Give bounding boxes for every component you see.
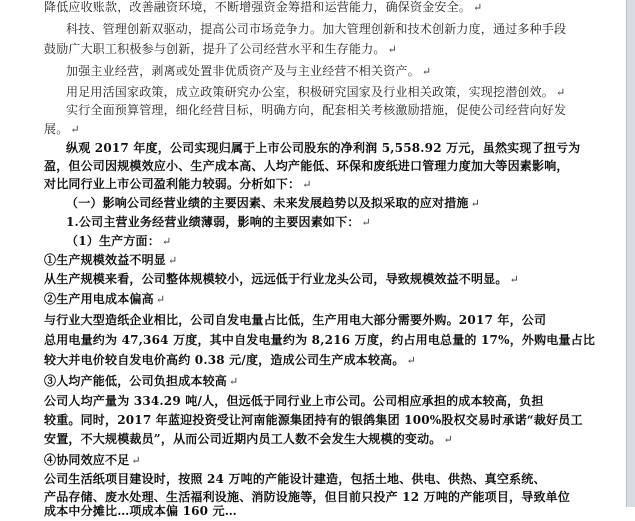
line-text: 实行全面预算管理，细化经营目标，明确方向，配套相关考核激励措施，促使公司经营向好发 xyxy=(66,103,567,117)
doc-line-24 xyxy=(44,451,614,470)
doc-line-15 xyxy=(44,270,614,289)
line-text: 公司生活纸项目建设时，按照 24 万吨的产能设计建造，包括土地、供电、供热、真空系统、 xyxy=(44,472,546,486)
line-text: 与行业大型造纸企业相比，公司自发电量占比低，生产用电大部分需要外购。2017 年，公司 xyxy=(44,313,547,327)
paragraph-mark-icon: ↵ xyxy=(361,216,371,229)
doc-line-14 xyxy=(44,251,614,270)
line-text: （一）影响公司经营业绩的主要因素、未来发展趋势以及拟采取的应对措施 xyxy=(66,196,469,210)
line-text: ①生产规模效益不明显 xyxy=(44,253,167,267)
line-text: 加强主业经营，剥离或处置非优质资产及与主业经营不相关资产。 xyxy=(66,64,420,78)
line-text: 公司人均产量为 334.29 吨/人，但远低于同行业上市公司。公司相应承担的成本较高，负担 xyxy=(44,394,544,408)
doc-line-16 xyxy=(44,290,614,309)
line-text: 较大并电价较自发电价高约 0.38 元/度，造成公司生产成本较高。 xyxy=(44,353,405,367)
paragraph-mark-icon: ↵ xyxy=(131,454,141,467)
line-text: 从生产规模来看，公司整体规模较小，远远低于行业龙头公司，导致规模效益不明显。 xyxy=(44,272,508,286)
doc-line-20 xyxy=(44,372,614,391)
doc-line-2 xyxy=(66,20,614,39)
paragraph-mark-icon: ↵ xyxy=(155,293,166,306)
paragraph-mark-icon: ↵ xyxy=(168,254,178,267)
line-text: 较重。同时，2017 年蓝迎投资受让河南能源集团持有的银鸽集团 100%股权交易时承诺“裁好员工 xyxy=(44,413,583,427)
paragraph-mark-icon: ↵ xyxy=(70,123,80,136)
line-text: 鼓励广大职工积极参与创新，提升了公司经营水平和生存能力。 xyxy=(44,42,386,56)
paragraph-mark-icon: ↵ xyxy=(302,178,312,191)
paragraph-mark-icon: ↵ xyxy=(470,197,481,210)
line-text: 科技、管理创新双驱动，提高公司市场竞争力。加大管理创新和技术创新力度，通过多种手段 xyxy=(66,22,567,36)
paragraph-mark-icon: ↵ xyxy=(509,273,520,286)
line-text: 降低应收账款，改善融资环境，不断增强资金筹措和运营能力，确保资金安全。 xyxy=(44,0,472,14)
paragraph-mark-icon: ↵ xyxy=(421,65,432,78)
paragraph-mark-icon: ↵ xyxy=(473,1,483,14)
line-text: 盈，但公司因规模效应小、生产成本高、人均产能低、环保和废纸进口管理力度加大等因素影响， xyxy=(44,159,569,173)
paragraph-mark-icon: ↵ xyxy=(387,43,398,56)
doc-line-13 xyxy=(66,232,614,251)
page-edge xyxy=(626,0,635,507)
doc-line-22 xyxy=(44,411,614,430)
paragraph-mark-icon: ↵ xyxy=(161,235,172,248)
doc-line-23 xyxy=(44,430,614,449)
line-text: 总用电量约为 47,364 万度，其中自发电量约为 8,216 万度，约占用电总量的 17%，外购电量占比 xyxy=(44,333,596,347)
doc-line-18 xyxy=(44,331,614,350)
doc-line-19 xyxy=(44,351,614,370)
line-text: 1.公司主营业务经营业绩薄弱，影响的主要因素如下： xyxy=(66,215,360,229)
paragraph-mark-icon: ↵ xyxy=(229,375,239,388)
doc-line-21 xyxy=(44,392,614,411)
line-text: ③人均产能低，公司负担成本较高 xyxy=(44,374,228,388)
line-text: 对比同行业上市公司盈利能力较弱。分析如下： xyxy=(44,177,301,191)
doc-line-7 xyxy=(44,120,614,139)
line-text: 安置，不大规模裁员”，从而公司近期内员工人数不会发生大规模的变动。 xyxy=(44,432,442,446)
paragraph-mark-icon: ↵ xyxy=(556,86,566,99)
line-text: ④协同效应不足 xyxy=(44,453,130,467)
doc-line-8 xyxy=(66,139,614,158)
paragraph-mark-icon: ↵ xyxy=(443,433,453,446)
line-text: 产品存储、废水处理、生活福利设施、消防设施等，但目前只投产 12 万吨的产能项目，导致单位 xyxy=(44,490,571,504)
doc-line-3 xyxy=(44,40,614,59)
doc-line-17 xyxy=(44,311,614,330)
doc-line-12 xyxy=(66,213,614,232)
doc-line-6 xyxy=(66,101,614,120)
line-text: 展。 xyxy=(44,122,69,136)
line-text: 成本中分摊比…项成本偏 160 元… xyxy=(44,504,238,518)
doc-line-25 xyxy=(44,470,614,489)
doc-line-5 xyxy=(66,83,614,102)
doc-line-11 xyxy=(66,194,614,213)
doc-line-9 xyxy=(44,157,614,176)
doc-line-4 xyxy=(66,62,614,81)
line-text: ②生产用电成本偏高 xyxy=(44,292,154,306)
doc-line-27 xyxy=(44,502,614,521)
doc-line-1 xyxy=(44,0,614,17)
doc-line-10 xyxy=(44,175,614,194)
line-text: （1）生产方面： xyxy=(66,234,160,248)
line-text: 用足用活国家政策，成立政策研究办公室，积极研究国家及行业相关政策，实现挖潜创效。 xyxy=(66,85,555,99)
paragraph-mark-icon: ↵ xyxy=(406,354,416,367)
line-text: 纵观 2017 年度，公司实现归属于上市公司股东的净利润 5,558.92 万元，虽然实现了扭亏为 xyxy=(66,141,581,155)
